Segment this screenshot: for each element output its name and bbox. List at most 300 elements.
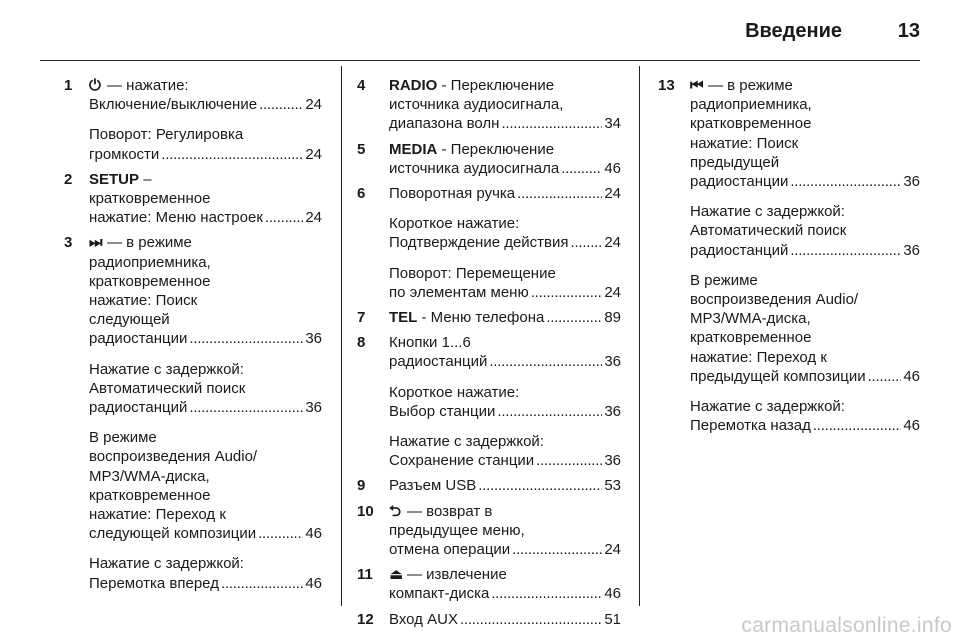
- legend-entry-1: [64, 76, 322, 164]
- previous-track-icon: ⏮: [690, 77, 704, 94]
- dot-leader: [546, 308, 602, 327]
- line-text-wrap: [89, 468, 210, 485]
- page-reference[interactable]: 46: [305, 574, 322, 592]
- legend-entry-4: [357, 76, 621, 134]
- page-reference[interactable]: 46: [305, 525, 322, 543]
- entry-line: [389, 610, 621, 629]
- entry-paragraph: [89, 554, 322, 592]
- button-key-name: TEL: [389, 309, 418, 327]
- entry-line: [690, 114, 920, 133]
- legend-entry-5: [357, 140, 621, 178]
- line-text-wrap: [690, 310, 811, 327]
- entry-line: [690, 416, 920, 435]
- line-text-wrap: [89, 292, 197, 309]
- line-text: Кнопки 1...6: [389, 334, 471, 352]
- page-reference[interactable]: 34: [604, 115, 621, 133]
- entry-line: [89, 125, 322, 144]
- line-text-wrap: [690, 77, 793, 94]
- entry-paragraph: [89, 428, 322, 543]
- dot-leader: [258, 524, 303, 543]
- line-text: предыдущей композиции: [690, 367, 866, 385]
- entry-paragraph: [89, 76, 322, 114]
- line-text-wrap: [690, 115, 811, 132]
- page-reference[interactable]: 46: [903, 417, 920, 435]
- line-text: кратковременное: [89, 486, 211, 504]
- entry-line: [89, 360, 322, 379]
- line-text: Нажатие с задержкой:: [89, 555, 244, 573]
- entry-line: [389, 352, 621, 371]
- legend-entry-10: [357, 502, 621, 560]
- line-text-wrap: [89, 429, 157, 446]
- line-text-wrap: [690, 367, 866, 386]
- entry-line: [89, 233, 322, 252]
- dot-leader: [813, 416, 901, 435]
- entry-line: [690, 397, 920, 416]
- line-text-wrap: [389, 215, 519, 232]
- button-key-name: SETUP: [89, 170, 140, 188]
- page-reference[interactable]: 24: [305, 145, 322, 163]
- entry-line: [89, 76, 322, 95]
- line-text-wrap: [89, 145, 159, 164]
- entry-line: [89, 505, 322, 524]
- page-reference[interactable]: 36: [604, 452, 621, 470]
- entry-line: [89, 398, 322, 417]
- legend-entry-13: [658, 76, 920, 435]
- line-text: Сохранение станции: [389, 452, 535, 470]
- column-divider: [639, 66, 640, 606]
- entry-line: [389, 565, 621, 584]
- line-text: Автоматический поиск: [690, 222, 847, 240]
- line-text: - Переключение: [441, 140, 555, 158]
- button-key-name: MEDIA: [389, 140, 438, 158]
- line-text-wrap: [389, 402, 495, 421]
- entry-line: [389, 540, 621, 559]
- entry-line: [389, 432, 621, 451]
- line-text-wrap: [389, 265, 556, 282]
- dot-leader: [491, 584, 602, 603]
- line-text-wrap: [389, 566, 507, 583]
- line-text: громкости: [89, 145, 160, 163]
- line-text-wrap: [89, 190, 210, 207]
- entry-line: [89, 189, 322, 208]
- entry-line: [89, 272, 322, 291]
- dot-leader: [161, 145, 303, 164]
- entry-paragraph: [389, 565, 621, 603]
- page-reference[interactable]: 36: [305, 399, 322, 417]
- entry-line: [389, 233, 621, 252]
- line-text-wrap: [690, 135, 798, 152]
- dot-leader: [489, 352, 602, 371]
- legend-entry-8: [357, 333, 621, 470]
- entry-line: [690, 271, 920, 290]
- line-text: Поворотная ручка: [389, 185, 516, 203]
- entry-line: [690, 76, 920, 95]
- entry-paragraph: [389, 502, 621, 560]
- line-text-wrap: [389, 522, 525, 539]
- line-text-wrap: [89, 126, 243, 143]
- entry-paragraph: [89, 360, 322, 418]
- line-text-wrap: [389, 96, 563, 113]
- line-text-wrap: [690, 349, 827, 366]
- line-text-wrap: [389, 476, 476, 495]
- line-text: источника аудиосигнала,: [389, 96, 564, 114]
- entry-line: [389, 214, 621, 233]
- dot-leader: [571, 233, 603, 252]
- line-text-wrap: [89, 487, 210, 504]
- dot-leader: [221, 574, 303, 593]
- dot-leader: [497, 402, 602, 421]
- entry-line: [89, 329, 322, 348]
- line-text: - Переключение: [441, 77, 555, 94]
- line-text: –: [143, 170, 152, 188]
- entry-number: 6: [357, 185, 366, 203]
- line-text-wrap: [389, 77, 554, 94]
- entry-line: [89, 291, 322, 310]
- line-text-wrap: [89, 574, 219, 593]
- line-text-wrap: [389, 184, 515, 203]
- line-text-wrap: [389, 451, 534, 470]
- line-text: кратковременное: [690, 115, 812, 133]
- entry-line: [690, 290, 920, 309]
- entry-paragraph: [389, 432, 621, 470]
- page-reference[interactable]: 46: [604, 159, 621, 177]
- line-text: - Меню телефона: [421, 309, 545, 327]
- line-text: радиостанций: [690, 241, 789, 259]
- next-track-icon: ⏭: [89, 234, 103, 252]
- line-text-wrap: [690, 398, 845, 415]
- entry-line: [389, 451, 621, 470]
- line-text: воспроизведения Audio/: [89, 448, 258, 466]
- entry-number: 13: [658, 77, 675, 94]
- line-text-wrap: [389, 503, 492, 520]
- page-reference[interactable]: 36: [903, 173, 920, 191]
- line-text-wrap: [690, 222, 846, 239]
- entry-paragraph: [389, 184, 621, 203]
- entry-line: [89, 524, 322, 543]
- entry-line: [690, 153, 920, 172]
- line-text-wrap: [89, 234, 192, 251]
- line-text: Поворот: Регулировка: [89, 126, 244, 144]
- entry-line: [89, 554, 322, 573]
- back-arrow-icon: ⮌: [389, 502, 402, 520]
- line-text: нажатие: Переход к: [89, 506, 226, 524]
- line-text-wrap: [89, 506, 226, 523]
- entry-paragraph: [89, 125, 322, 163]
- line-text-wrap: [389, 141, 554, 158]
- line-text: воспроизведения Audio/: [690, 291, 859, 309]
- line-text-wrap: [690, 291, 858, 308]
- entry-line: [89, 574, 322, 593]
- line-text: В режиме: [690, 271, 758, 289]
- line-text: Автоматический поиск: [89, 379, 246, 397]
- line-text-wrap: [690, 172, 788, 191]
- entry-line: [89, 145, 322, 164]
- button-key-name: RADIO: [389, 77, 438, 94]
- entry-line: [89, 467, 322, 486]
- line-text: радиостанций: [89, 399, 188, 417]
- line-text: по элементам меню: [389, 283, 529, 301]
- line-text: Вход AUX: [389, 610, 458, 628]
- entry-line: [389, 95, 621, 114]
- legend-entry-11: [357, 565, 621, 603]
- line-text-wrap: [389, 233, 569, 252]
- entry-line: [690, 172, 920, 191]
- legend-entry-3: [64, 233, 322, 592]
- entry-line: [89, 428, 322, 447]
- line-text-wrap: [389, 159, 559, 178]
- line-text-wrap: [389, 433, 544, 450]
- eject-icon: ⏏: [389, 566, 404, 584]
- entry-line: [89, 170, 322, 189]
- entry-number: 5: [357, 140, 366, 158]
- line-text: кратковременное: [690, 329, 812, 347]
- line-text: радиостанций: [389, 353, 488, 371]
- line-text-wrap: [389, 334, 471, 351]
- entry-line: [690, 348, 920, 367]
- line-text: предыдущее меню,: [389, 521, 525, 539]
- line-text-wrap: [89, 524, 256, 543]
- dot-leader: [460, 610, 602, 629]
- entry-line: [389, 159, 621, 178]
- line-text: кратковременное: [89, 190, 211, 208]
- page-reference[interactable]: 24: [305, 209, 322, 227]
- line-text-wrap: [89, 380, 245, 397]
- page-reference[interactable]: 36: [604, 402, 621, 420]
- line-text: диапазона волн: [389, 115, 500, 133]
- entry-paragraph: [389, 476, 621, 495]
- line-text-wrap: [389, 114, 499, 133]
- line-text: нажатие: Поиск: [89, 292, 198, 310]
- entry-line: [389, 140, 621, 159]
- entry-line: [89, 447, 322, 466]
- line-text-wrap: [389, 584, 489, 603]
- line-text: — в режиме: [708, 77, 793, 94]
- line-text: Поворот: Перемещение: [389, 264, 556, 282]
- line-text: Нажатие с задержкой:: [690, 203, 845, 221]
- line-text-wrap: [389, 610, 458, 629]
- line-text: В режиме: [89, 429, 157, 447]
- entry-number: 7: [357, 309, 366, 327]
- entry-number: 8: [357, 334, 366, 352]
- entry-paragraph: [389, 264, 621, 302]
- line-text-wrap: [89, 398, 187, 417]
- dot-leader: [790, 172, 901, 191]
- entry-line: [89, 208, 322, 227]
- line-text-wrap: [690, 416, 811, 435]
- entry-number: 9: [357, 477, 366, 495]
- line-text: Перемотка назад: [690, 417, 811, 435]
- line-text-wrap: [690, 329, 811, 346]
- entry-line: [690, 134, 920, 153]
- page-reference[interactable]: 36: [604, 353, 621, 371]
- legend-entry-9: [357, 476, 621, 495]
- line-text-wrap: [89, 311, 170, 328]
- entry-line: [389, 114, 621, 133]
- entry-line: [389, 264, 621, 283]
- entry-number: 12: [357, 610, 374, 628]
- entry-line: [690, 309, 920, 328]
- watermark: carmanualsonline.info: [741, 614, 952, 637]
- entry-number: 11: [357, 566, 373, 584]
- dot-leader: [189, 329, 303, 348]
- dot-leader: [561, 159, 602, 178]
- dot-leader: [790, 241, 901, 260]
- entry-number: 10: [357, 502, 374, 520]
- section-title: Введение: [745, 20, 842, 42]
- legend-entry-6: [357, 184, 621, 302]
- line-text: компакт-диска: [389, 585, 490, 603]
- entry-line: [389, 521, 621, 540]
- legend-entry-2: [64, 170, 322, 228]
- line-text: следующей: [89, 311, 170, 329]
- entry-line: [690, 367, 920, 386]
- line-text-wrap: [389, 384, 519, 401]
- line-text: Короткое нажатие:: [389, 383, 520, 401]
- line-text-wrap: [89, 273, 210, 290]
- line-text: — в режиме: [107, 234, 192, 252]
- entry-number: 2: [64, 170, 73, 188]
- page-reference[interactable]: 46: [903, 367, 920, 385]
- entry-line: [89, 310, 322, 329]
- legend-entry-7: [357, 308, 621, 327]
- entry-line: [389, 184, 621, 203]
- entry-number: 4: [357, 77, 366, 94]
- line-text: следующей композиции: [89, 525, 257, 543]
- line-text: — возврат в: [407, 502, 493, 520]
- entry-line: [690, 328, 920, 347]
- line-text: Нажатие с задержкой:: [389, 433, 544, 451]
- entry-paragraph: [389, 308, 621, 327]
- entry-line: [389, 502, 621, 521]
- dot-leader: [478, 476, 602, 495]
- column-right: [658, 76, 920, 441]
- line-text: нажатие: Меню настроек: [89, 209, 263, 227]
- legend-entry-12: [357, 610, 621, 629]
- line-text-wrap: [690, 96, 812, 113]
- dot-leader: [259, 95, 303, 114]
- page-reference[interactable]: 51: [604, 610, 621, 628]
- line-text: Включение/выключение: [89, 96, 258, 114]
- page-reference[interactable]: 24: [604, 234, 621, 252]
- line-text-wrap: [89, 329, 187, 348]
- line-text-wrap: [389, 540, 510, 559]
- page-reference[interactable]: 24: [305, 96, 322, 114]
- page-reference[interactable]: 36: [903, 241, 920, 259]
- line-text-wrap: [89, 208, 263, 227]
- entry-line: [389, 383, 621, 402]
- line-text: радиостанции: [89, 330, 188, 348]
- dot-leader: [536, 451, 602, 470]
- line-text-wrap: [89, 95, 257, 114]
- entry-paragraph: [389, 383, 621, 421]
- column-middle: [357, 76, 621, 635]
- line-text: нажатие: Поиск: [690, 134, 799, 152]
- line-text: — нажатие:: [107, 77, 189, 94]
- entry-line: [389, 333, 621, 352]
- entry-paragraph: [690, 76, 920, 191]
- page-reference[interactable]: 53: [604, 477, 621, 495]
- entry-line: [89, 379, 322, 398]
- entry-paragraph: [690, 271, 920, 386]
- dot-leader: [189, 398, 303, 417]
- line-text-wrap: [690, 154, 779, 171]
- line-text-wrap: [389, 308, 544, 327]
- line-text: Подтверждение действия: [389, 234, 569, 252]
- dot-leader: [265, 208, 303, 227]
- dot-leader: [868, 367, 902, 386]
- entry-line: [389, 283, 621, 302]
- line-text: нажатие: Переход к: [690, 348, 827, 366]
- line-text-wrap: [690, 241, 788, 260]
- line-text-wrap: [89, 254, 211, 271]
- line-text: Нажатие с задержкой:: [89, 360, 244, 378]
- entry-paragraph: [389, 76, 621, 134]
- line-text-wrap: [89, 555, 244, 572]
- line-text: Короткое нажатие:: [389, 215, 520, 233]
- entry-paragraph: [389, 610, 621, 629]
- entry-line: [389, 76, 621, 95]
- dot-leader: [501, 114, 602, 133]
- column-left: [64, 76, 322, 599]
- entry-line: [690, 202, 920, 221]
- dot-leader: [512, 540, 602, 559]
- line-text-wrap: [389, 352, 487, 371]
- line-text: радиоприемника,: [89, 253, 211, 271]
- entry-line: [690, 95, 920, 114]
- entry-line: [89, 486, 322, 505]
- line-text: — извлечение: [407, 566, 507, 584]
- page-reference[interactable]: 24: [604, 541, 621, 559]
- line-text-wrap: [89, 448, 257, 465]
- power-icon: ⏻: [89, 77, 101, 94]
- entry-paragraph: [389, 214, 621, 252]
- line-text-wrap: [89, 77, 189, 94]
- entry-line: [89, 253, 322, 272]
- entry-line: [389, 584, 621, 603]
- entry-paragraph: [690, 202, 920, 260]
- entry-paragraph: [389, 333, 621, 371]
- entry-line: [389, 308, 621, 327]
- line-text-wrap: [89, 361, 244, 378]
- line-text: предыдущей: [690, 153, 780, 171]
- entry-number: 3: [64, 234, 73, 252]
- page-reference[interactable]: 46: [604, 585, 621, 603]
- entry-line: [389, 402, 621, 421]
- dot-leader: [517, 184, 602, 203]
- entry-paragraph: [89, 170, 322, 228]
- page-reference[interactable]: 24: [604, 185, 621, 203]
- entry-line: [89, 95, 322, 114]
- line-text: радиоприемника,: [690, 96, 812, 114]
- entry-paragraph: [690, 397, 920, 435]
- line-text: Перемотка вперед: [89, 574, 219, 592]
- entry-number: 1: [64, 77, 73, 94]
- page-reference[interactable]: 89: [604, 309, 621, 327]
- line-text: источника аудиосигнала: [389, 159, 560, 177]
- line-text: MP3/WMA-диска,: [690, 310, 811, 328]
- line-text-wrap: [690, 272, 758, 289]
- line-text: Выбор станции: [389, 402, 496, 420]
- line-text: Нажатие с задержкой:: [690, 398, 845, 416]
- line-text-wrap: [690, 203, 845, 220]
- page-reference[interactable]: 24: [604, 283, 621, 301]
- page-reference[interactable]: 36: [305, 330, 322, 348]
- line-text: отмена операции: [389, 541, 511, 559]
- line-text: Разъем USB: [389, 477, 477, 495]
- page-header: [40, 0, 920, 61]
- line-text-wrap: [89, 171, 152, 188]
- line-text: радиостанции: [690, 173, 789, 191]
